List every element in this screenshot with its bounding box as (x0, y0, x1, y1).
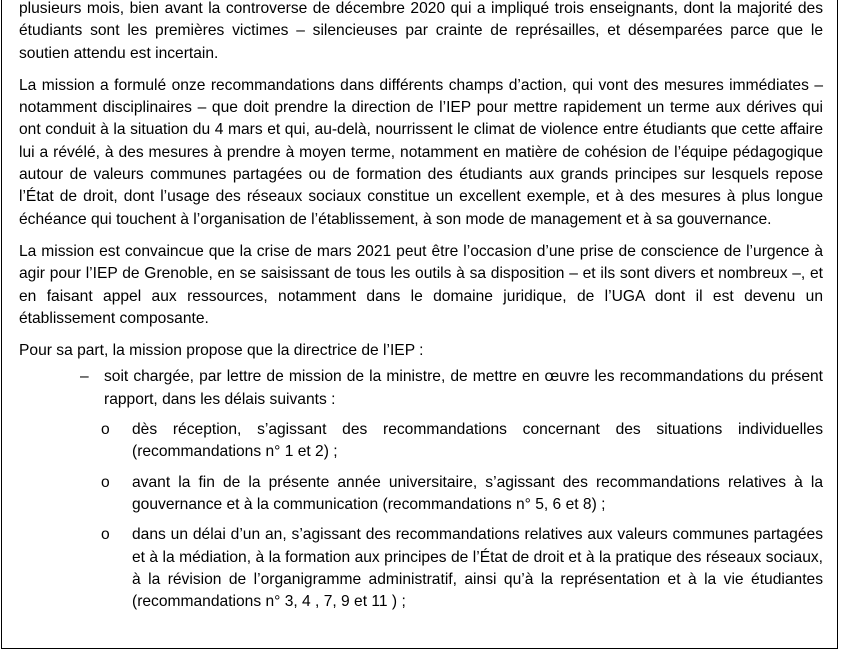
sub-list-item-2 (19, 472, 823, 517)
sub-item-text: dès réception, s’agissant des recommandations concernant des situations individuelles (recommandations n° 1 et 2) ; (132, 421, 823, 461)
paragraph-1: plusieurs mois, bien avant la controverse de décembre 2020 qui a impliqué trois enseignants, dont la majorité des étudiants sont les premières victimes – silencieuses par crainte de représailles, et désemparées parce que le soutien attendu est incertain. (19, 0, 823, 62)
circle-bullet: o (101, 421, 110, 439)
dash-list-item (19, 366, 823, 411)
sub-list-item-3 (19, 524, 823, 613)
sub-item-text: dans un délai d’un an, s’agissant des recommandations relatives aux valeurs communes partagées et à la médiation, à la formation aux principes de l’État de droit et à la pratique des réseaux sociaux, à la révision de l’organigramme administratif, ainsi qu’à la représentation et à la vie étudiantes (recommandations n° 3, 4 , 7, 9 et 11 ) ; (132, 526, 823, 611)
dash-item-text: soit chargée, par lettre de mission de la ministre, de mettre en œuvre les recommandations du présent rapport, dans les délais suivants : (104, 368, 823, 408)
paragraph-3: La mission est convaincue que la crise de mars 2021 peut être l’occasion d’une prise de conscience de l’urgence à agir pour l’IEP de Grenoble, en se saisissant de tous les outils à sa disposition – et ils sont divers et nombreux –, et en faisant appel aux ressources, notamment dans le domaine juridique, de l’UGA dont il est devenu un établissement composante. (19, 242, 823, 327)
circle-bullet: o (101, 473, 110, 491)
paragraph-2: La mission a formulé onze recommandations dans différents champs d’action, qui vont des mesures immédiates – notamment disciplinaires – que doit prendre la direction de l’IEP pour mettre rapidement un terme aux dérives qui ont conduit à la situation du 4 mars et qui, au-delà, nourrissent le climat de violence entre étudiants que cette affaire lui a révélé, à des mesures à prendre à moyen terme, notamment en matière de cohésion de l’équipe pédagogique autour de valeurs communes partagées ou de formation des étudiants aux grands principes sur lesquels repose l’État de droit, dont l’usage des réseaux sociaux constitue un excellent exemple, et à des mesures à plus longue échéance qui touchent à l’organisation de l’établissement, à son mode de management et à sa gouvernance. (19, 76, 823, 228)
sub-item-text: avant la fin de la présente année universitaire, s’agissant des recommandations relatives à la gouvernance et à la communication (recommandations n° 5, 6 et 8) ; (132, 473, 823, 513)
document-frame (1, 0, 838, 649)
dash-bullet: – (80, 368, 89, 386)
circle-bullet: o (101, 526, 110, 544)
document-body (19, 0, 823, 621)
paragraph-4: Pour sa part, la mission propose que la directrice de l’IEP : (19, 342, 424, 360)
sub-list-item-1 (19, 419, 823, 464)
